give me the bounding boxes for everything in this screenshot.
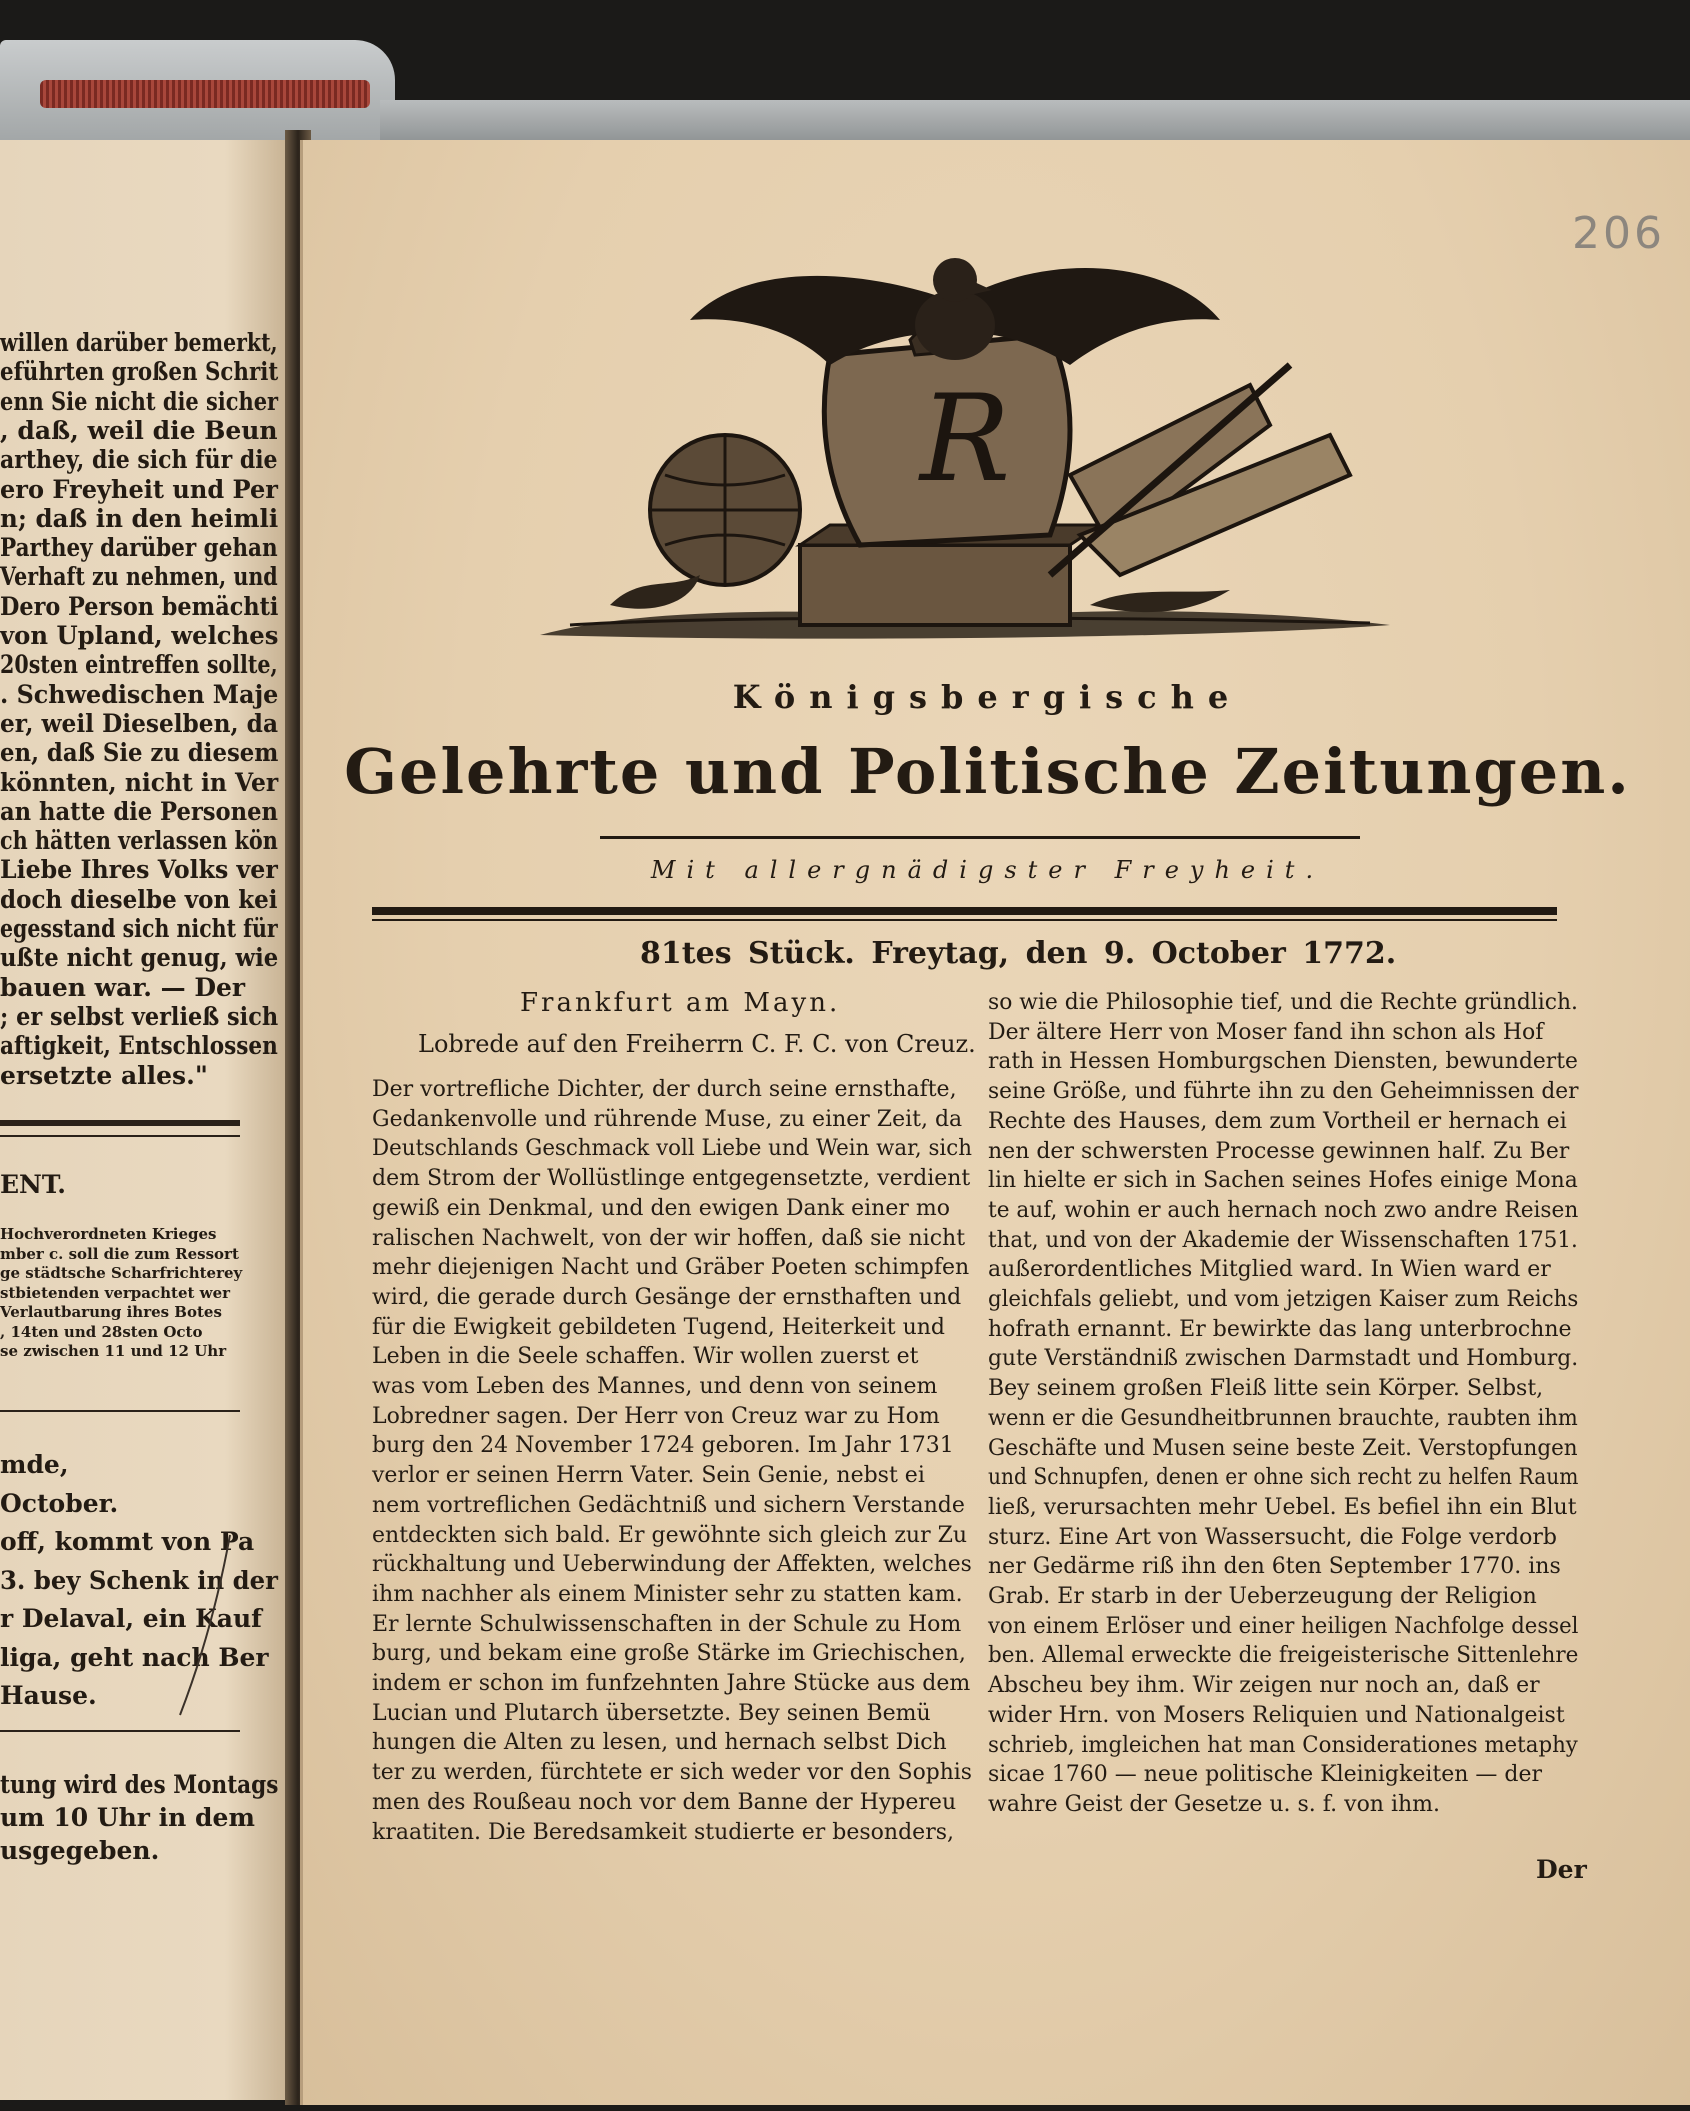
masthead-subtitle: Königsbergische [732,678,1243,716]
text-line: gleichfals geliebt, und vom jetzigen Kaiser zum Reichs [988,1287,1579,1312]
text-line: liga, geht nach Ber [0,1642,269,1672]
text-line: n; daß in den heimli [0,503,279,533]
issue-piece: 81tes Stück. [640,936,855,971]
text-line: gute Verständniß zwischen Darmstadt und Homburg. [988,1346,1579,1372]
text-line: ußte nicht genug, wie [0,943,279,973]
left-page [0,140,300,2100]
text-line: Liebe Ihres Volks ver [0,855,278,885]
text-line: ersetzte alles." [0,1060,208,1090]
text-line: usgegeben. [0,1836,160,1865]
text-line: verlor er seinen Herrn Vater. Sein Genie, nebst ei [372,1463,925,1489]
text-line: Der vortrefliche Dichter, der durch seine ernsthafte, [372,1077,957,1102]
text-line: arthey, die sich für die [0,445,278,475]
text-line: Der ältere Herr von Moser fand ihn schon als Hof [988,1019,1544,1045]
text-line: Abscheu bey ihm. Wir zeigen nur noch an, daß er [988,1673,1540,1699]
text-line: an hatte die Personen [0,796,278,826]
text-line: Deutschlands Geschmack voll Liebe und Wein war, sich [372,1136,972,1162]
text-line: ch hätten verlassen kön [0,826,278,856]
text-line: ließ, verursachten mehr Uebel. Es befiel ihn ein Blut [988,1494,1577,1520]
text-line: ero Freyheit und Per [0,474,278,504]
text-line: hungen die Alten zu lesen, und hernach selbst Dich [372,1730,947,1756]
text-line: enn Sie nicht die sicher [0,386,279,416]
left-section-title: ENT. [0,1170,66,1199]
issue-weekday: Freytag, [871,936,1010,971]
text-line: that, und von der Akademie der Wissenschaften 1751. [988,1227,1578,1253]
headband [40,80,370,108]
text-line: Parthey darüber gehan [0,533,278,563]
text-line: er, weil Dieselben, da [0,708,278,738]
text-line: sturz. Eine Art von Wassersucht, die Folge verdorb [988,1524,1557,1550]
text-line: en, daß Sie zu diesem [0,738,279,768]
text-line: schrieb, imgleichen hat man Considerationes metaphy [988,1732,1578,1758]
text-line: r Delaval, ein Kauf [0,1604,262,1633]
text-line: October. [0,1488,119,1518]
text-line: burg, und bekam eine große Stärke im Griechischen, [372,1641,966,1667]
page-number: 206 [1572,208,1665,259]
title-rule [600,836,1360,839]
text-line: ihm nachher als einem Minister sehr zu statten kam. [372,1581,963,1607]
text-line: rückhaltung und Ueberwindung der Affekten, welches [372,1552,972,1578]
text-line: Er lernte Schulwissenschaften in der Schule zu Hom [372,1611,962,1637]
text-line: könnten, nicht in Ver [0,767,279,797]
text-line: kraatiten. Die Beredsamkeit studierte er besonders, [372,1819,955,1845]
book-cover-edge [380,100,1690,144]
text-line: und Schnupfen, denen er ohne sich recht zu helfen Raum [988,1465,1579,1491]
text-line: wird, die gerade durch Gesänge der ernsthaften und [372,1284,962,1310]
text-line: Leben in die Seele schaffen. Wir wollen zuerst et [372,1344,919,1370]
text-line: Geschäfte und Musen seine beste Zeit. Verstopfungen [988,1435,1578,1461]
issue-line [640,936,1396,971]
eagle-vignette-illustration [530,245,1400,645]
text-line: Hochverordneten Krieges [0,1225,217,1243]
text-line: . Schwedischen Maje [0,679,279,709]
text-line: willen darüber bemerkt, [0,328,278,357]
pencil-mark [160,1530,240,1720]
text-line: wider Hrn. von Mosers Reliquien und Nationalgeist [988,1702,1565,1728]
text-line: seine Größe, und führte ihn zu den Geheimnissen der [988,1079,1579,1105]
text-line: eführten großen Schrit [0,357,279,387]
text-line: , 14ten und 28sten Octo [0,1322,203,1341]
text-line: Rechte des Hauses, dem zum Vortheil er hernach ei [988,1108,1567,1134]
text-line: um 10 Uhr in dem [0,1803,255,1832]
text-line: te auf, wohin er auch hernach noch zwo andre Reisen [988,1197,1579,1223]
text-line: Lobredner sagen. Der Herr von Creuz war zu Hom [372,1403,940,1429]
text-line: Bey seinem großen Fleiß litte sein Körper. Selbst, [988,1376,1544,1402]
text-line: Hause. [0,1681,97,1710]
text-line: Verhaft zu nehmen, und [0,562,278,592]
text-line: ; er selbst verließ sich [0,1001,279,1031]
text-line: von Upland, welches [0,621,279,650]
text-line: wahre Geist der Gesetze u. s. f. von ihm. [988,1791,1441,1817]
text-line: rath in Hessen Homburgschen Diensten, bewunderte [988,1049,1578,1075]
catchword: Der [1536,1855,1587,1884]
text-line: Gedankenvolle und rührende Muse, zu einer Zeit, da [372,1106,963,1132]
text-line: burg den 24 November 1724 geboren. Im Jahr 1731 [372,1433,954,1459]
text-line: mber c. soll die zum Ressort [0,1244,239,1263]
text-line: men des Roußeau noch vor dem Banne der Hypereu [372,1789,957,1815]
text-line: was vom Leben des Mannes, und denn von seinem [372,1374,938,1399]
text-line: doch dieselbe von kei [0,884,278,914]
text-line: mde, [0,1450,69,1479]
text-line: ben. Allemal erweckte die freigeisterische Sittenlehre [988,1643,1579,1669]
text-line: ner Gedärme riß ihn den 6ten September 1770. ins [988,1554,1561,1580]
left-rule-mid [0,1410,240,1412]
text-line: aftigkeit, Entschlossen [0,1031,278,1061]
text-line: indem er schon im funfzehnten Jahre Stücke aus dem [372,1671,971,1696]
privilege-line: Mit allergnädigster Freyheit. [650,856,1325,884]
text-line: se zwischen 11 und 12 Uhr [0,1342,227,1360]
text-line: egesstand sich nicht für [0,914,278,943]
text-line: gewiß ein Denkmal, und den ewigen Dank einer mo [372,1195,950,1221]
article-heading: Lobrede auf den Freiherrn C. F. C. von Creuz. [418,1030,976,1058]
text-line: tung wird des Montags [0,1770,279,1799]
text-line: 3. bey Schenk in der [0,1565,278,1595]
text-line: Lucian und Plutarch übersetzte. Bey seinen Bemü [372,1700,931,1726]
text-line: hofrath ernannt. Er bewirkte das lang unterbrochne [988,1316,1572,1342]
left-rule-thick [0,1120,240,1126]
text-line: Grab. Er starb in der Ueberzeugung der Religion [988,1584,1537,1609]
text-line: mehr diejenigen Nacht und Gräber Poeten schimpfen [372,1255,970,1281]
text-line: sicae 1760 — neue politische Kleinigkeiten — der [988,1762,1543,1788]
text-line: 20sten eintreffen sollte, [0,650,278,680]
text-line: stbietenden verpachtet wer [0,1283,231,1302]
masthead-title: Gelehrte und Politische Zeitungen. [344,735,1631,808]
text-line: lin hielte er sich in Sachen seines Hofes einige Mona [988,1168,1578,1194]
text-line: bauen war. — Der [0,972,246,1002]
text-line: , daß, weil die Beun [0,415,278,445]
text-line: Verlautbarung ihres Botes [0,1303,222,1321]
text-line: entdeckten sich bald. Er gewöhnte sich gleich zur Zu [372,1522,968,1548]
text-line: ter zu werden, fürchtete er sich weder vor den Sophis [372,1760,972,1786]
left-rule-thin [0,1135,240,1137]
text-line: nem vortreflichen Gedächtniß und sichern Verstande [372,1492,965,1518]
text-line: off, kommt von Pa [0,1527,255,1556]
text-line: wenn er die Gesundheitbrunnen brauchte, raubten ihm [988,1405,1578,1431]
text-line: von einem Erlöser und einer heiligen Nachfolge dessel [988,1613,1579,1639]
text-line: ralischen Nachwelt, von der wir hoffen, daß sie nicht [372,1225,966,1251]
text-line: für die Ewigkeit gebildeten Tugend, Heiterkeit und [372,1314,946,1340]
text-line: ge städtsche Scharfrichterey [0,1264,243,1282]
text-line: so wie die Philosophie tief, und die Rechte gründlich. [988,990,1578,1015]
dateline: Frankfurt am Mayn. [520,988,841,1018]
masthead-rule-thick [372,907,1557,915]
text-line: außerordentliches Mitglied ward. In Wien ward er [988,1257,1551,1283]
text-line: nen der schwersten Processe gewinnen half. Zu Ber [988,1138,1570,1164]
issue-date: den 9. October 1772. [1025,936,1397,971]
masthead-rule-thin [372,919,1557,921]
text-line: dem Strom der Wollüstlinge entgegensetzte, verdient [372,1166,971,1192]
left-rule-footer [0,1730,240,1732]
svg-text:R: R [920,370,1011,509]
text-line: Dero Person bemächti [0,591,279,621]
